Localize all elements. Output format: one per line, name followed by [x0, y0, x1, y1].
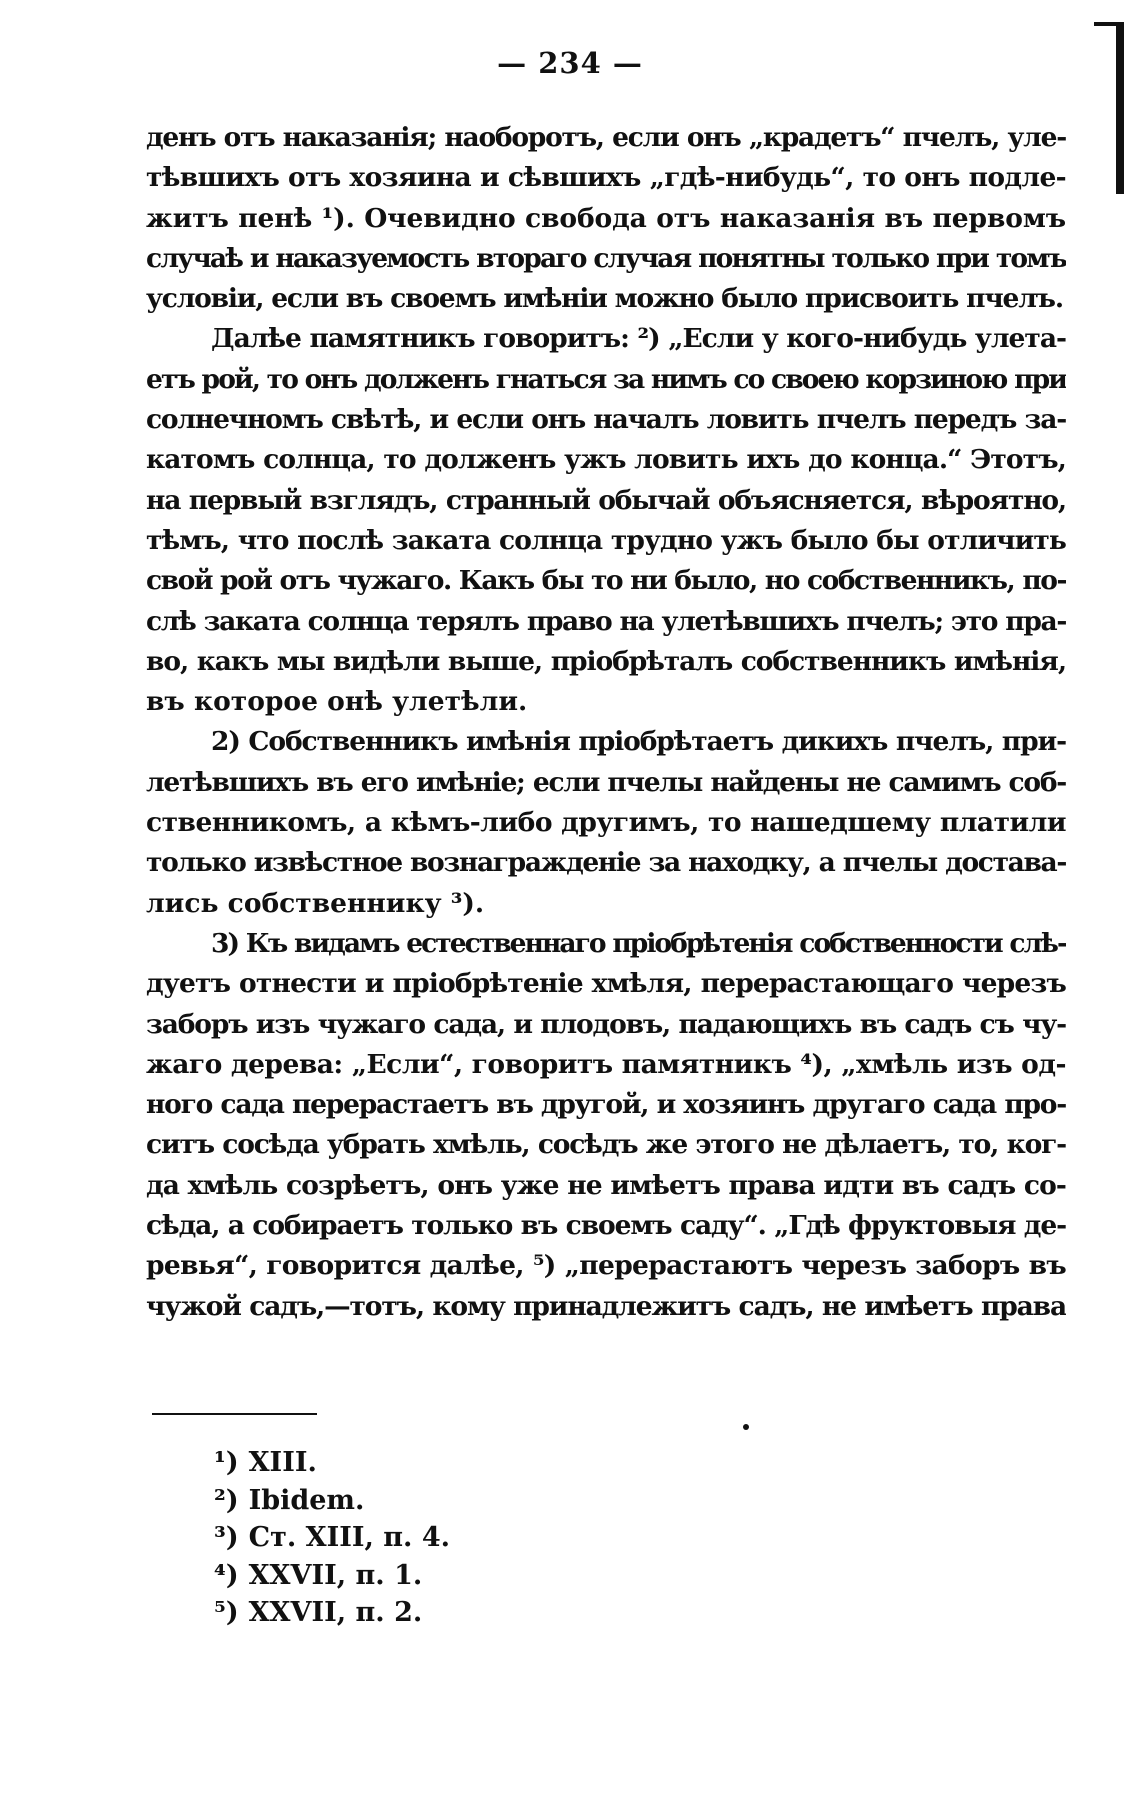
page-number: — 234 —	[497, 46, 643, 80]
text-line: денъ отъ наказанія; наоборотъ, если онъ „крадетъ“ пчелъ, уле-	[146, 122, 1066, 153]
footnote-mark: ⁴)	[214, 1559, 239, 1591]
text-line: слѣ заката солнца терялъ право на улетѣвшихъ пчелъ; это пра-	[146, 605, 1066, 637]
text-line: солнечномъ свѣтѣ, и если онъ началъ ловить пчелъ передъ за-	[146, 404, 1066, 436]
footnotes	[214, 1444, 450, 1632]
text-line: ного сада перерастаетъ въ другой, и хозяинъ другаго сада про-	[146, 1089, 1066, 1121]
footnote-mark: ¹)	[214, 1447, 239, 1478]
footnote-item	[214, 1482, 450, 1520]
text-line: тѣвшихъ отъ хозяина и сѣвшихъ „гдѣ-нибудь“, то онъ подле-	[146, 162, 1066, 194]
footnote-mark: ⁵)	[214, 1597, 239, 1628]
text-line: только извѣстное вознагражденіе за находку, а пчелы достава-	[146, 847, 1066, 879]
text-line: во, какъ мы видѣли выше, пріобрѣталъ собственникъ имѣнія,	[146, 645, 1066, 677]
text-line: Далѣе памятникъ говоритъ: ²) „Если у кого-нибудь улета-	[211, 323, 1066, 355]
ink-dot	[743, 1424, 749, 1430]
text-line: заборъ изъ чужаго сада, и плодовъ, падающихъ въ садъ съ чу-	[146, 1008, 1066, 1040]
text-line: да хмѣль созрѣетъ, онъ уже не имѣетъ права идти въ садъ со-	[146, 1169, 1066, 1201]
footnote-mark: ³)	[214, 1522, 239, 1553]
footnote-text: Ст. XIII, п. 4.	[248, 1522, 451, 1553]
footnote-item	[214, 1444, 450, 1482]
body-text	[146, 118, 1066, 1327]
text-line: свой рой отъ чужаго. Какъ бы то ни было, но собственникъ, по-	[146, 565, 1066, 597]
text-line: ситъ сосѣда убрать хмѣль, сосѣдъ же этого не дѣлаетъ, то, ког-	[146, 1129, 1066, 1161]
text-line: 2) Собственникъ имѣнія пріобрѣтаетъ дикихъ пчелъ, при-	[211, 726, 1066, 758]
footnote-text: XXVII, п. 1.	[248, 1559, 423, 1591]
text-line: чужой садъ,—тотъ, кому принадлежитъ садъ, не имѣетъ права	[146, 1290, 1066, 1322]
text-line: житъ пенѣ ¹). Очевидно свобода отъ наказанія въ первомъ	[146, 202, 1066, 234]
text-line: жаго дерева: „Если“, говоритъ памятникъ ⁴), „хмѣль изъ од-	[146, 1048, 1066, 1080]
text-line: ревья“, говорится далѣе, ⁵) „перерастаютъ черезъ заборъ въ	[146, 1250, 1066, 1282]
footnote-item	[214, 1594, 450, 1632]
text-line: дуетъ отнести и пріобрѣтеніе хмѣля, перерастающаго черезъ	[146, 968, 1066, 1000]
text-line: тѣмъ, что послѣ заката солнца трудно ужъ было бы отличить	[146, 524, 1066, 556]
text-line: етъ рой, то онъ долженъ гнаться за нимъ со своею корзиною при	[146, 363, 1066, 395]
footnote-item	[214, 1557, 450, 1595]
text-line: случаѣ и наказуемость втораго случая понятны только при томъ	[146, 242, 1066, 274]
text-line: катомъ солнца, то долженъ ужъ ловить ихъ до конца.“ Этотъ,	[146, 444, 1066, 476]
footnote-mark: ²)	[214, 1484, 239, 1516]
footnote-text: Ibidem.	[248, 1484, 365, 1516]
footnote-text: XXVII, п. 2.	[248, 1597, 423, 1628]
text-line: ственникомъ, а кѣмъ-либо другимъ, то нашедшему платили	[146, 807, 1066, 839]
text-line: 3) Къ видамъ естественнаго пріобрѣтенія собственности слѣ-	[211, 927, 1066, 959]
footnote-separator	[152, 1413, 317, 1415]
footnote-item	[214, 1519, 450, 1557]
text-line: сѣда, а собираетъ только въ своемъ саду“. „Гдѣ фруктовыя де-	[146, 1210, 1066, 1242]
text-line: условіи, если въ своемъ имѣніи можно было присвоить пчелъ.	[146, 283, 1063, 315]
footnote-text: XIII.	[248, 1447, 317, 1478]
text-line: въ которое онѣ улетѣли.	[146, 686, 528, 718]
text-line: лись собственнику ³).	[146, 887, 485, 919]
text-line: на первый взглядъ, странный обычай объясняется, вѣроятно,	[146, 484, 1066, 516]
text-line: летѣвшихъ въ его имѣніе; если пчелы найдены не самимъ соб-	[146, 766, 1066, 798]
